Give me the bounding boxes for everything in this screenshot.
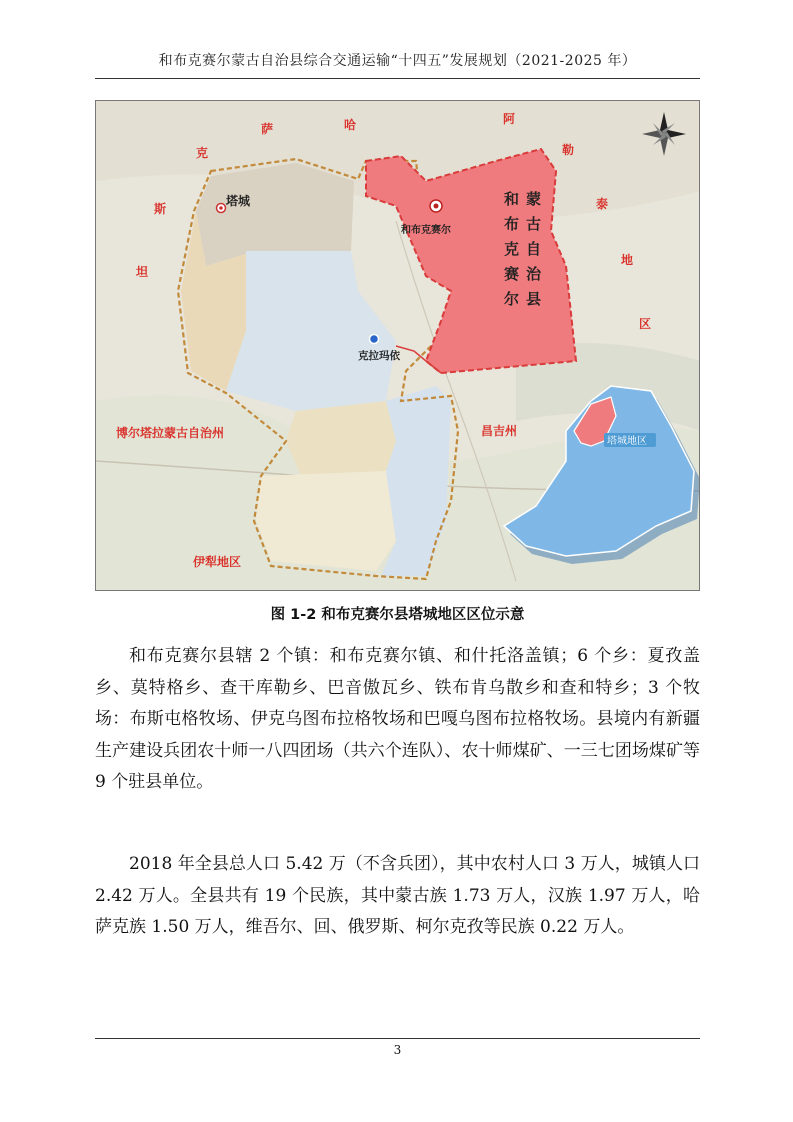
header-divider <box>95 78 700 79</box>
county-char-col1: 蒙 <box>526 190 542 208</box>
region-ili: 伊犁地区 <box>193 555 242 569</box>
region-kazakhstan-char: 斯 <box>154 202 167 216</box>
tacheng-label: 塔城 <box>226 194 251 208</box>
region-kazakhstan-char: 哈 <box>344 118 357 132</box>
figure-caption: 图 1-2 和布克赛尔县塔城地区区位示意 <box>270 607 525 623</box>
area-wusu <box>286 401 396 476</box>
page-header: 和布克赛尔蒙古自治县综合交通运输“十四五”发展规划（2021-2025 年） <box>158 53 637 69</box>
county-char-col1: 治 <box>526 265 542 283</box>
location-map <box>95 100 700 591</box>
tacheng-dot <box>219 206 223 210</box>
paragraph-population: 2018 年全县总人口 5.42 万（不含兵团），其中农村人口 3 万人，城镇人口 2.42 万人。全县共有 19 个民族，其中蒙古族 1.73 万人，汉族 1.97 万人，哈萨克族 1.50 万人，维吾尔、回、俄罗斯、柯尔克孜等民族 0.22 万人。 <box>95 854 700 937</box>
county-char-col1: 自 <box>526 240 542 258</box>
region-altay-char: 区 <box>639 317 652 331</box>
region-altay-char: 泰 <box>596 197 609 211</box>
county-char-col2: 和 <box>504 190 520 208</box>
footer-divider <box>95 1038 700 1039</box>
county-char-col2: 克 <box>504 240 520 258</box>
region-altay-char: 阿 <box>503 112 516 126</box>
region-kazakhstan-char: 克 <box>196 146 209 160</box>
karamay-label: 克拉玛依 <box>358 350 400 362</box>
county-char-col1: 古 <box>526 215 542 233</box>
county-char-col1: 县 <box>526 290 542 308</box>
region-kazakhstan-char: 坦 <box>136 265 149 279</box>
paragraph-administrative-divisions: 和布克赛尔县辖 2 个镇：和布克赛尔镇、和什托洛盖镇；6 个乡：夏孜盖乡、莫特格乡、查干库勒乡、巴音傲瓦乡、铁布肯乌散乡和查和特乡；3 个牧场：布斯屯格牧场、伊克乌图布拉格牧场和巴嘎乌图布拉格牧场。县境内有新疆生产建设兵团农十师一八四团场（共六个连队）、农十师煤矿、一三七团场煤矿等 9 个驻县单位。 <box>95 646 700 792</box>
area-tacheng-city <box>196 163 354 266</box>
county-char-col2: 赛 <box>504 265 520 283</box>
region-changji: 昌吉州 <box>481 424 518 438</box>
county-char-col2: 布 <box>504 215 520 233</box>
region-altay-char: 勒 <box>562 143 575 157</box>
karamay-marker <box>370 335 379 344</box>
county-char-col2: 尔 <box>504 290 520 308</box>
region-bortala: 博尔塔拉蒙古自治州 <box>116 426 225 440</box>
region-kazakhstan-char: 萨 <box>261 122 274 136</box>
page-number: 3 <box>393 1043 402 1057</box>
county-seat-label: 和布克赛尔 <box>401 225 451 236</box>
area-wusu-south <box>256 471 396 571</box>
region-altay-char: 地 <box>621 253 634 267</box>
county-seat-dot <box>434 204 439 209</box>
inset-tacheng-label: 塔城地区 <box>607 436 647 447</box>
